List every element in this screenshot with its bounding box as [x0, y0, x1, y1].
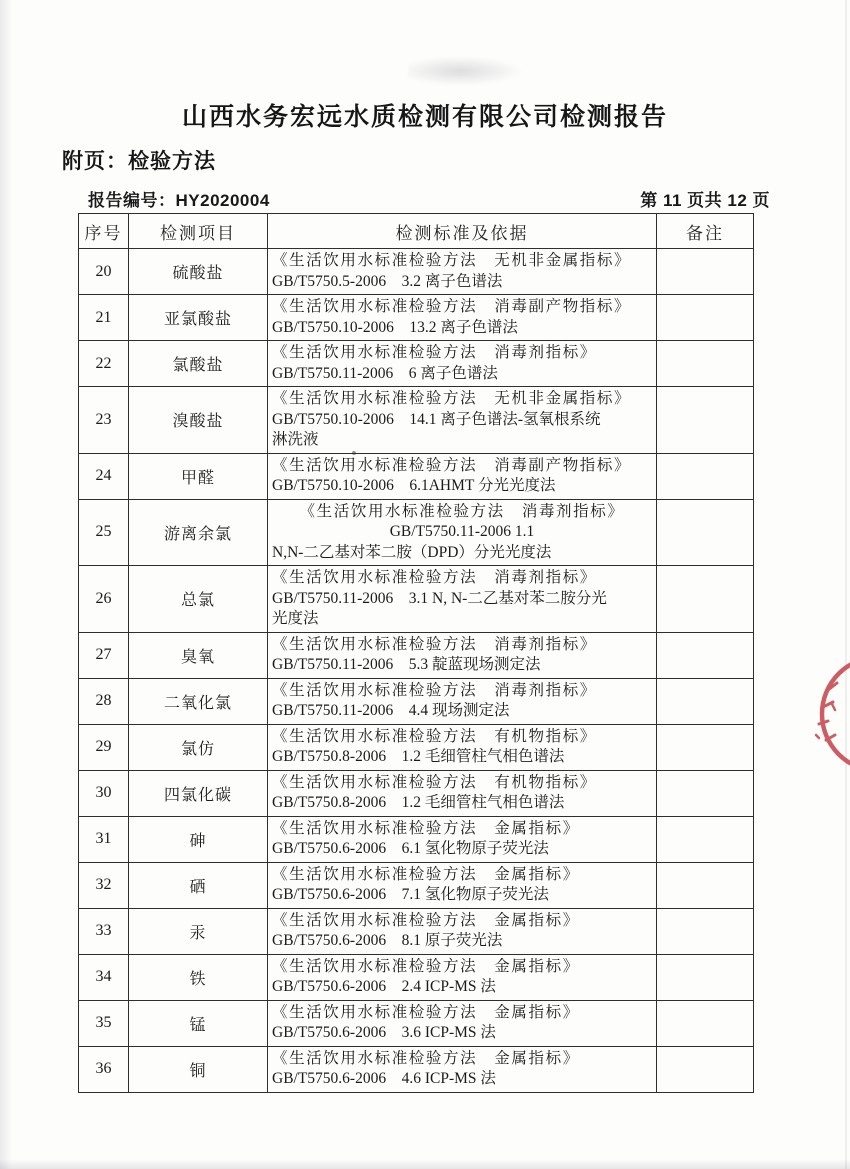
cell-test-item: 臭氧 [129, 632, 268, 678]
header-serial-no: 序号 [79, 214, 129, 249]
cell-serial-no: 20 [79, 249, 129, 295]
cell-standard-basis [268, 387, 657, 454]
standard-line: GB/T5750.6-2006 3.6 ICP-MS 法 [272, 1024, 496, 1041]
cell-standard-basis [268, 499, 657, 566]
cell-serial-no: 32 [79, 862, 129, 908]
table-header-row [79, 214, 754, 249]
cell-standard-basis [268, 954, 657, 1000]
cell-standard-basis [268, 453, 657, 499]
cell-serial-no: 31 [79, 816, 129, 862]
cell-serial-no: 27 [79, 632, 129, 678]
table-row [79, 770, 754, 816]
cell-serial-no: 34 [79, 954, 129, 1000]
cell-standard-basis [268, 566, 657, 633]
standard-line: GB/T5750.11-2006 1.1 [389, 523, 535, 540]
standard-line: GB/T5750.6-2006 6.1 氢化物原子荧光法 [272, 840, 549, 857]
standard-line: GB/T5750.11-2006 6 离子色谱法 [272, 364, 498, 382]
cell-standard-basis [268, 724, 657, 770]
cell-serial-no: 26 [79, 566, 129, 633]
red-seal-partial-icon [788, 652, 850, 777]
cell-serial-no: 33 [79, 908, 129, 954]
standard-line: 《生活饮用水标准检验方法 金属指标》 [272, 911, 580, 929]
cell-remark [657, 249, 754, 295]
standard-line: 光度法 [272, 610, 319, 627]
standard-line: 《生活饮用水标准检验方法 金属指标》 [272, 1049, 580, 1067]
table-row [79, 678, 754, 724]
standard-line: 淋洗液 [272, 431, 319, 448]
cell-remark [657, 1046, 754, 1092]
standard-line: 《生活饮用水标准检验方法 有机物指标》 [272, 727, 597, 745]
header-test-item: 检测项目 [129, 214, 268, 249]
cell-standard-basis [268, 678, 657, 724]
cell-standard-basis [268, 816, 657, 862]
cell-serial-no: 24 [79, 453, 129, 499]
cell-test-item: 氯酸盐 [129, 341, 268, 387]
table-row [79, 295, 754, 341]
header-standard-basis: 检测标准及依据 [268, 214, 657, 249]
table-row [79, 908, 754, 954]
cell-test-item: 总氯 [129, 566, 268, 633]
cell-test-item: 汞 [129, 908, 268, 954]
table-row [79, 862, 754, 908]
report-meta-row [88, 186, 770, 211]
table-row [79, 453, 754, 499]
header-remark: 备注 [657, 214, 754, 249]
standard-line: GB/T5750.6-2006 8.1 原子荧光法 [272, 932, 503, 949]
cell-remark [657, 770, 754, 816]
cell-standard-basis [268, 908, 657, 954]
standard-line: 《生活饮用水标准检验方法 消毒副产物指标》 [272, 456, 632, 474]
standard-line: 《生活饮用水标准检验方法 金属指标》 [272, 1003, 580, 1021]
table-row [79, 954, 754, 1000]
cell-remark [657, 1000, 754, 1046]
scan-edge-left [0, 0, 12, 1169]
standard-line: 《生活饮用水标准检验方法 消毒剂指标》 [272, 681, 597, 699]
table-row [79, 1000, 754, 1046]
cell-standard-basis [268, 249, 657, 295]
standard-line: 《生活饮用水标准检验方法 消毒剂指标》 [272, 344, 597, 361]
cell-test-item: 亚氯酸盐 [129, 295, 268, 341]
cell-serial-no: 21 [79, 295, 129, 341]
cell-test-item: 甲醛 [129, 453, 268, 499]
standard-line: 《生活饮用水标准检验方法 金属指标》 [272, 819, 580, 837]
cell-test-item: 铁 [129, 954, 268, 1000]
cell-remark [657, 566, 754, 633]
table-row [79, 341, 754, 387]
cell-test-item: 锰 [129, 1000, 268, 1046]
cell-serial-no: 35 [79, 1000, 129, 1046]
standard-line: 《生活饮用水标准检验方法 消毒剂指标》 [272, 569, 597, 586]
standard-line: GB/T5750.10-2006 6.1AHMT 分光光度法 [272, 477, 556, 494]
standard-line: 《生活饮用水标准检验方法 消毒副产物指标》 [272, 298, 632, 315]
standard-line: GB/T5750.8-2006 1.2 毛细管柱气相色谱法 [272, 748, 565, 765]
cell-standard-basis [268, 1046, 657, 1092]
table-row [79, 632, 754, 678]
cell-test-item: 砷 [129, 816, 268, 862]
cell-remark [657, 816, 754, 862]
standard-line: 《生活饮用水标准检验方法 金属指标》 [272, 957, 580, 975]
table-row [79, 249, 754, 295]
table-row [79, 1046, 754, 1092]
cell-standard-basis [268, 862, 657, 908]
cell-remark [657, 453, 754, 499]
cell-remark [657, 295, 754, 341]
cell-standard-basis [268, 295, 657, 341]
cell-remark [657, 341, 754, 387]
cell-remark [657, 387, 754, 454]
page-number: 第 11 页共 12 页 [640, 191, 770, 210]
cell-test-item: 硒 [129, 862, 268, 908]
cell-test-item: 铜 [129, 1046, 268, 1092]
standard-line: GB/T5750.6-2006 4.6 ICP-MS 法 [272, 1070, 496, 1087]
cell-remark [657, 862, 754, 908]
cell-standard-basis [268, 1000, 657, 1046]
table-row [79, 499, 754, 566]
cell-test-item: 游离余氯 [129, 499, 268, 566]
table-row [79, 724, 754, 770]
standard-line: GB/T5750.10-2006 14.1 离子色谱法-氢氧根系统 [272, 410, 601, 428]
standard-line: 《生活饮用水标准检验方法 无机非金属指标》 [272, 390, 632, 407]
table-row [79, 566, 754, 633]
standard-line: N,N-二乙基对苯二胺（DPD）分光光度法 [272, 543, 552, 561]
standard-line: 《生活饮用水标准检验方法 有机物指标》 [272, 773, 597, 791]
cell-standard-basis [268, 341, 657, 387]
cell-remark [657, 499, 754, 566]
cell-test-item: 溴酸盐 [129, 387, 268, 454]
scan-smudge [408, 56, 523, 86]
standard-line: 《生活饮用水标准检验方法 消毒剂指标》 [299, 502, 625, 520]
attachment-subtitle: 附页：检验方法 [62, 150, 216, 173]
cell-serial-no: 25 [79, 499, 129, 566]
standard-line: GB/T5750.10-2006 13.2 离子色谱法 [272, 318, 518, 336]
report-title: 山西水务宏远水质检测有限公司检测报告 [181, 103, 668, 131]
standard-line: GB/T5750.11-2006 3.1 N, N-二乙基对苯二胺分光 [272, 589, 607, 607]
report-number: 报告编号：HY2020004 [88, 191, 270, 210]
standard-line: GB/T5750.11-2006 4.4 现场测定法 [272, 702, 510, 719]
scan-edge-right [845, 0, 847, 1169]
methods-table [78, 213, 754, 1093]
cell-standard-basis [268, 632, 657, 678]
cell-test-item: 硫酸盐 [129, 249, 268, 295]
table-row [79, 816, 754, 862]
cell-serial-no: 30 [79, 770, 129, 816]
table-row [79, 387, 754, 454]
methods-table-body [79, 249, 754, 1093]
cell-serial-no: 23 [79, 387, 129, 454]
standard-line: GB/T5750.8-2006 1.2 毛细管柱气相色谱法 [272, 794, 565, 811]
standard-line: 《生活饮用水标准检验方法 无机非金属指标》 [272, 252, 632, 269]
standard-line: GB/T5750.6-2006 2.4 ICP-MS 法 [272, 978, 496, 995]
standard-line: 《生活饮用水标准检验方法 消毒剂指标》 [272, 635, 597, 653]
standard-line: 《生活饮用水标准检验方法 金属指标》 [272, 865, 580, 883]
cell-remark [657, 678, 754, 724]
cell-test-item: 四氯化碳 [129, 770, 268, 816]
cell-test-item: 氯仿 [129, 724, 268, 770]
cell-serial-no: 28 [79, 678, 129, 724]
cell-serial-no: 22 [79, 341, 129, 387]
cell-test-item: 二氧化氯 [129, 678, 268, 724]
cell-remark [657, 954, 754, 1000]
cell-serial-no: 36 [79, 1046, 129, 1092]
cell-remark [657, 908, 754, 954]
cell-serial-no: 29 [79, 724, 129, 770]
standard-line: GB/T5750.11-2006 5.3 靛蓝现场测定法 [272, 656, 541, 673]
standard-line: GB/T5750.5-2006 3.2 离子色谱法 [272, 272, 503, 290]
scan-edge-bottom [0, 1159, 850, 1169]
cell-remark [657, 724, 754, 770]
cell-standard-basis [268, 770, 657, 816]
standard-line: GB/T5750.6-2006 7.1 氢化物原子荧光法 [272, 886, 549, 903]
cell-remark [657, 632, 754, 678]
